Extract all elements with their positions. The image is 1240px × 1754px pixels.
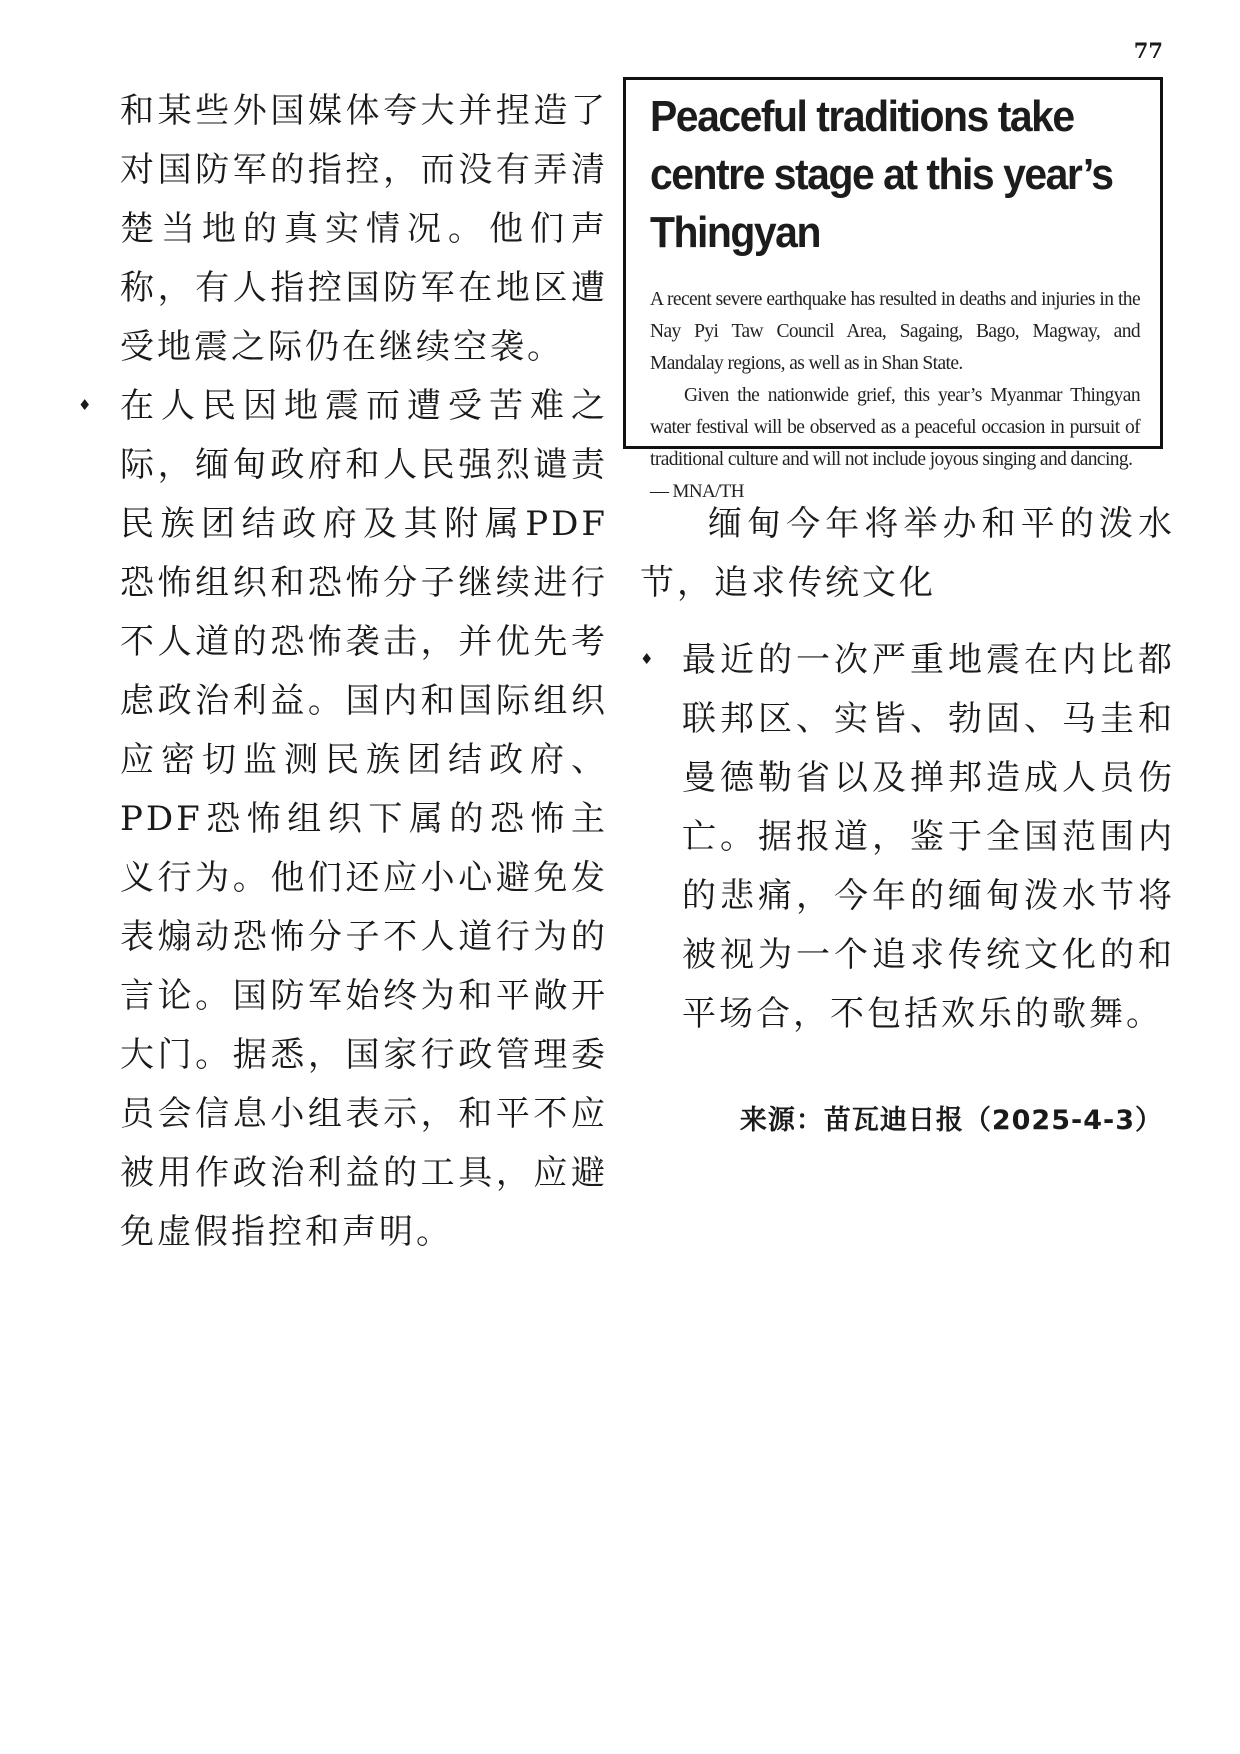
right-column	[640, 495, 1175, 1044]
diamond-bullet-icon: ♦	[78, 396, 92, 414]
diamond-bullet-icon: ♦	[640, 650, 654, 668]
continued-paragraph: 和某些外国媒体夸大并捏造了对国防军的指控，而没有弄清楚当地的真实情况。他们声称，有人指控国防军在地区遭受地震之际仍在继续空袭。	[120, 91, 608, 367]
page-number: 77	[1133, 38, 1163, 63]
newspaper-clipping	[623, 77, 1163, 502]
left-column	[78, 82, 608, 1262]
right-lead-paragraph: 缅甸今年将举办和平的泼水节，追求传统文化	[640, 504, 1175, 603]
clipping-credit: — MNA/TH	[650, 481, 744, 502]
right-bullet-paragraph: 最近的一次严重地震在内比都联邦区、实皆、勃固、马圭和曼德勒省以及掸邦造成人员伤亡。据报道，鉴于全国范围内的悲痛，今年的缅甸泼水节将被视为一个追求传统文化的和平场合，不包括欢乐的歌舞。	[682, 640, 1175, 1034]
left-bullet-paragraph: 在人民因地震而遭受苦难之际，缅甸政府和人民强烈谴责民族团结政府及其附属PDF恐怖组织和恐怖分子继续进行不人道的恐怖袭击，并优先考虑政治利益。国内和国际组织应密切监测民族团结政府、PDF恐怖组织下属的恐怖主义行为。他们还应小心避免发表煽动恐怖分子不人道行为的言论。国防军始终为和平敞开大门。据悉，国家行政管理委员会信息小组表示，和平不应被用作政治利益的工具，应避免虚假指控和声明。	[120, 386, 608, 1252]
clipping-headline: Peaceful traditions take centre stage at this year’s Thingyan	[650, 92, 1113, 257]
clipping-body	[650, 284, 1140, 508]
right-bullet-item	[640, 631, 1175, 1044]
source-citation: 来源：苗瓦迪日报（2025-4-3）	[739, 1105, 1163, 1136]
clipping-paragraph: Given the nationwide grief, this year’s Myanmar Thingyan water festival will be observed as a peaceful occasion in pursuit of traditional culture and will not include joyous singing and dancing.	[650, 385, 1140, 470]
left-bullet-item	[78, 377, 608, 1262]
clipping-paragraph: A recent severe earthquake has resulted in deaths and injuries in the Nay Pyi Taw Council Area, Sagaing, Bago, Magway, and Mandalay regions, as well as in Shan State.	[650, 289, 1140, 374]
